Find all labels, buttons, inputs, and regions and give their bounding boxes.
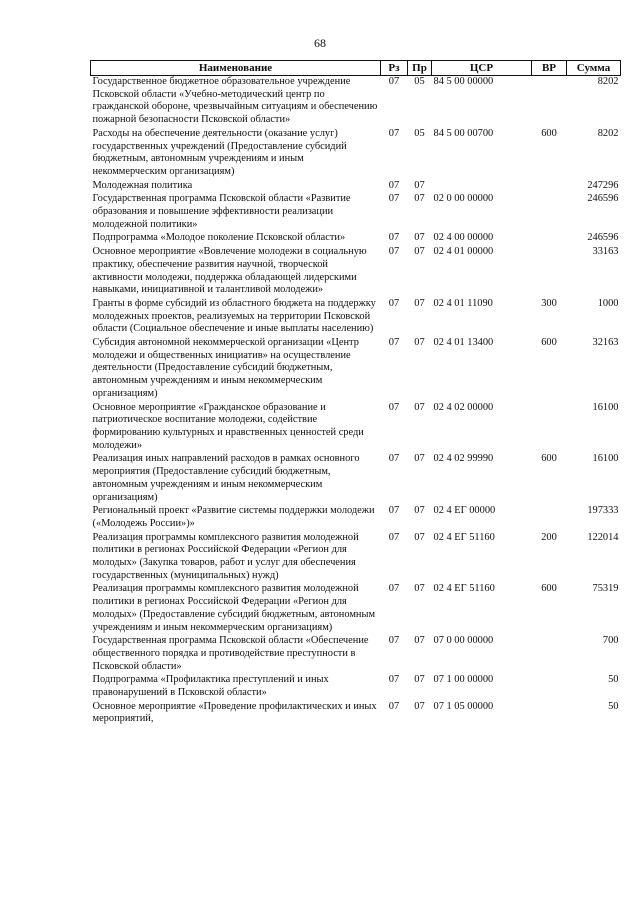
cell-name: Государственная программа Псковской области «Обеспечение общественного порядка и противодействие преступности в Псковской области»	[92, 635, 369, 672]
cell-vr	[532, 635, 567, 674]
cell-rz: 07	[388, 232, 400, 244]
cell-vr: 600	[541, 453, 557, 465]
table-row	[91, 232, 621, 246]
cell-pr: 07	[414, 453, 425, 465]
table-header-row	[91, 61, 621, 76]
cell-name: Подпрограмма «Профилактика преступлений и иных правонарушений в Псковской области»	[92, 674, 329, 699]
cell-vr	[532, 674, 567, 700]
cell-csr: 84 5 00 00700	[433, 127, 494, 139]
table-row	[91, 180, 621, 194]
cell-name: Основное мероприятие «Проведение профилактических и иных мероприятий,	[92, 700, 377, 725]
cell-pr: 07	[414, 246, 425, 258]
cell-rz: 07	[388, 531, 400, 543]
table-row	[91, 246, 621, 298]
cell-csr: 84 5 00 00000	[433, 76, 494, 87]
table-row	[91, 298, 621, 337]
cell-pr: 07	[414, 297, 425, 309]
cell-sum: 1000	[597, 297, 619, 309]
cell-vr: 600	[541, 127, 557, 139]
cell-pr: 07	[414, 401, 425, 413]
cell-pr: 07	[414, 531, 425, 543]
cell-csr: 02 4 02 99990	[433, 453, 494, 465]
cell-rz: 07	[388, 193, 400, 205]
cell-sum: 50	[608, 700, 619, 712]
cell-rz: 07	[388, 505, 400, 517]
table-body	[91, 76, 621, 728]
cell-pr: 07	[414, 193, 425, 205]
cell-rz: 07	[388, 337, 400, 349]
table-row	[91, 193, 621, 232]
cell-rz: 07	[388, 127, 400, 139]
cell-sum: 246596	[587, 193, 619, 205]
cell-pr: 07	[414, 700, 425, 712]
table-row	[91, 76, 621, 128]
header-pr: Пр	[408, 61, 432, 76]
budget-table	[90, 60, 621, 727]
table-row	[91, 337, 621, 402]
header-name: Наименование	[91, 61, 381, 76]
cell-sum: 197333	[587, 505, 619, 517]
table-row	[91, 532, 621, 584]
cell-rz: 07	[388, 635, 400, 647]
cell-pr: 07	[414, 337, 425, 349]
cell-sum: 246596	[587, 232, 619, 244]
cell-csr: 02 4 02 00000	[433, 401, 494, 413]
table-row	[91, 701, 621, 727]
cell-sum: 33163	[592, 246, 619, 258]
cell-sum: 8202	[597, 76, 619, 87]
cell-pr: 07	[414, 179, 425, 191]
cell-vr: 600	[541, 583, 557, 595]
cell-name: Гранты в форме субсидий из областного бюджета на поддержку молодежных проектов, реализуемых на территории Псковской области (Социальное обеспечение и иные выплаты населению)	[92, 297, 376, 335]
header-rz: Рз	[381, 61, 408, 76]
cell-name: Государственное бюджетное образовательное учреждение Псковской области «Учебно-методический центр по гражданской обороне, чрезвычайным ситуациям и обеспечению пожарной безопасности Псковской области»	[92, 76, 378, 126]
cell-csr: 07 1 00 00000	[433, 674, 494, 686]
cell-csr: 02 4 00 00000	[433, 232, 494, 244]
header-vr: ВР	[532, 61, 567, 76]
cell-name: Государственная программа Псковской области «Развитие образования и повышение эффективности реализации молодежной политики»	[92, 193, 351, 230]
cell-name: Реализация программы комплексного развития молодежной политики в регионах Российской Федерации «Регион для молодых» (Закупка товаров, работ и услуг для обеспечения государственных (муниципальных) нужд)	[92, 531, 359, 581]
cell-rz: 07	[388, 297, 400, 309]
cell-sum: 700	[602, 635, 619, 647]
header-sum: Сумма	[567, 61, 621, 76]
cell-rz: 07	[388, 76, 400, 87]
page-number: 68	[314, 36, 326, 50]
cell-rz: 07	[388, 700, 400, 712]
cell-sum: 122014	[587, 531, 619, 543]
cell-sum: 75319	[592, 583, 619, 595]
cell-rz: 07	[388, 453, 400, 465]
table-row	[91, 453, 621, 505]
cell-rz: 07	[388, 674, 400, 686]
cell-rz: 07	[388, 246, 400, 258]
cell-name: Подпрограмма «Молодое поколение Псковской области»	[92, 232, 346, 244]
cell-pr: 05	[414, 127, 425, 139]
cell-sum: 32163	[592, 337, 619, 349]
cell-vr	[532, 180, 567, 194]
cell-pr: 07	[414, 505, 425, 517]
cell-pr: 07	[414, 635, 425, 647]
cell-sum: 50	[608, 674, 619, 686]
cell-sum: 247296	[587, 179, 619, 191]
cell-rz: 07	[388, 401, 400, 413]
cell-csr: 02 4 01 13400	[433, 337, 494, 349]
cell-name: Региональный проект «Развитие системы поддержки молодежи («Молодежь России»)»	[92, 505, 375, 529]
table-row	[91, 128, 621, 180]
cell-vr	[532, 246, 567, 298]
cell-vr	[532, 193, 567, 232]
cell-pr: 05	[414, 76, 425, 87]
cell-pr: 07	[414, 674, 425, 686]
table-row	[91, 402, 621, 454]
header-csr: ЦСР	[432, 61, 532, 76]
cell-name: Субсидия автономной некоммерческой организации «Центр молодежи и общественных инициатив» на осуществление деятельности (Предоставление субсидий бюджетным, автономным учреждениям и иным некоммерческим организациям)	[92, 337, 359, 399]
cell-rz: 07	[388, 179, 400, 191]
cell-vr	[532, 701, 567, 727]
cell-sum: 8202	[597, 127, 619, 139]
cell-csr	[432, 180, 532, 194]
cell-csr: 02 4 ЕГ 51160	[433, 583, 495, 595]
table-row	[91, 674, 621, 700]
cell-name: Основное мероприятие «Гражданское образование и патриотическое воспитание молодежи, содействие формированию культурных и нравственных ценностей среди молодежи»	[92, 401, 364, 451]
cell-vr	[532, 505, 567, 531]
cell-vr	[532, 402, 567, 454]
cell-csr: 02 0 00 00000	[433, 193, 494, 205]
cell-sum: 16100	[592, 453, 619, 465]
cell-csr: 07 0 00 00000	[433, 635, 494, 647]
cell-name: Расходы на обеспечение деятельности (оказание услуг) государственных учреждений (Предоставление субсидий бюджетным, автономным учреждениям и иным некоммерческим организациям)	[92, 127, 347, 177]
cell-csr: 07 1 05 00000	[433, 700, 494, 712]
table-row	[91, 505, 621, 531]
cell-vr: 200	[541, 531, 557, 543]
cell-sum: 16100	[592, 401, 619, 413]
cell-vr: 300	[541, 297, 557, 309]
cell-pr: 07	[414, 583, 425, 595]
cell-rz: 07	[388, 583, 400, 595]
cell-vr: 600	[541, 337, 557, 349]
table-row	[91, 635, 621, 674]
cell-pr: 07	[414, 232, 425, 244]
cell-vr	[532, 232, 567, 246]
cell-name: Молодежная политика	[92, 179, 193, 191]
cell-name: Основное мероприятие «Вовлечение молодежи в социальную практику, обеспечение развития научной, творческой активности молодежи, поддержка обладающей лидерскими навыками, инициативной и талантливой молодежи»	[92, 246, 367, 296]
cell-csr: 02 4 01 00000	[433, 246, 494, 258]
cell-name: Реализация программы комплексного развития молодежной политики в регионах Российской Федерации «Регион для молодых» (Предоставление субсидий бюджетным, автономным учреждениям и иным некоммерческим организациям)	[92, 583, 376, 633]
cell-name: Реализация иных направлений расходов в рамках основного мероприятия (Предоставление субсидий бюджетным, автономным учреждениям и иным некоммерческим организациям)	[92, 453, 360, 503]
cell-csr: 02 4 ЕГ 00000	[433, 505, 496, 517]
table-row	[91, 583, 621, 635]
cell-vr	[532, 76, 567, 128]
cell-csr: 02 4 01 11090	[433, 297, 493, 309]
cell-csr: 02 4 ЕГ 51160	[433, 531, 495, 543]
